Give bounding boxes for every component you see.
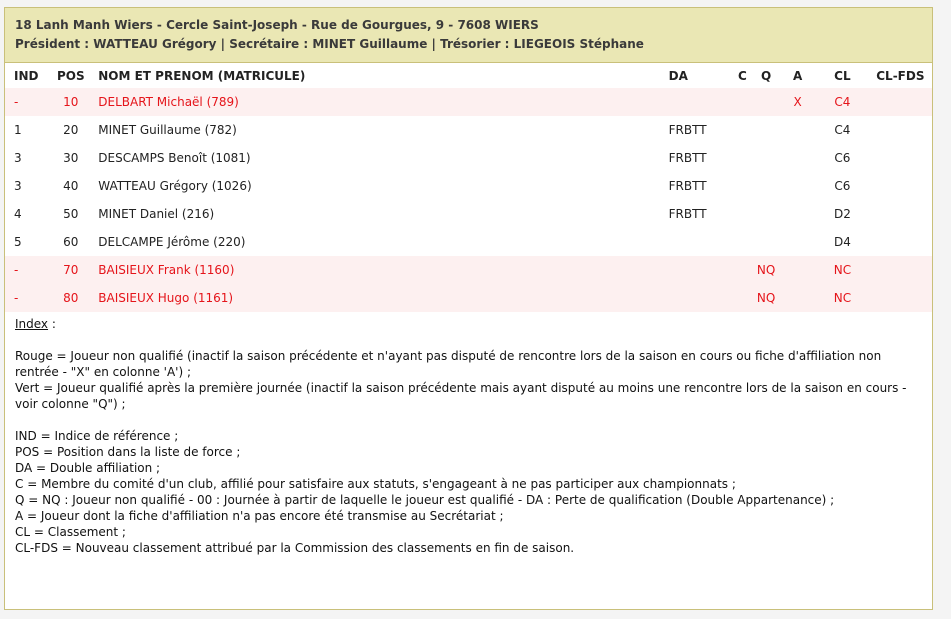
- cell-pos: 50: [63, 207, 79, 221]
- cell-nom: DESCAMPS Benoît (1081): [98, 151, 251, 165]
- cell-da: [669, 88, 732, 116]
- legend-c: C = Membre du comité d'un club, affilié pour satisfaire aux statuts, s'engageant à ne pas participer aux championnats ;: [15, 477, 736, 491]
- cell-nom: MINET Guillaume (782): [98, 123, 237, 137]
- legend-a: A = Joueur dont la fiche d'affiliation n'a pas encore été transmise au Secrétariat ;: [15, 509, 504, 523]
- index-title: Index: [15, 317, 49, 331]
- cell-q: [753, 228, 779, 256]
- cell-a: [779, 116, 816, 144]
- cell-ind: 3: [14, 151, 22, 165]
- cell-cl: NC: [816, 284, 869, 312]
- col-header-ind: IND: [14, 68, 39, 83]
- cell-ind: 5: [14, 235, 22, 249]
- col-header-q: Q: [760, 68, 772, 83]
- cell-c: [732, 284, 753, 312]
- legend-pos: POS = Position dans la liste de force ;: [15, 445, 241, 459]
- cell-ind: -: [5, 284, 52, 312]
- cell-a: [779, 200, 816, 228]
- cell-q: [753, 144, 779, 172]
- cell-nom: BAISIEUX Frank (1160): [89, 256, 668, 284]
- cell-c: [732, 144, 753, 172]
- cell-pos: 20: [63, 123, 79, 137]
- cell-c: [732, 88, 753, 116]
- table-row: [5, 228, 932, 256]
- spacer: [15, 412, 922, 428]
- cell-cl-fds: [869, 256, 932, 284]
- col-header-da: DA: [668, 68, 688, 83]
- cell-q: NQ: [753, 284, 779, 312]
- cell-pos: 10: [52, 88, 89, 116]
- cell-da: [669, 284, 732, 312]
- cell-c: [732, 200, 753, 228]
- club-header: [5, 8, 932, 63]
- cell-pos: 30: [63, 151, 79, 165]
- cell-ind: 3: [14, 179, 22, 193]
- cell-cl: NC: [816, 256, 869, 284]
- col-header-c: C: [737, 68, 747, 83]
- cell-a: [779, 256, 816, 284]
- legend-cl: CL = Classement ;: [15, 525, 126, 539]
- cell-da: [669, 256, 732, 284]
- cell-cl: D4: [833, 235, 851, 249]
- club-panel: [4, 7, 933, 610]
- col-header-cl: CL: [834, 68, 851, 83]
- cell-pos: 80: [52, 284, 89, 312]
- cell-a: [779, 228, 816, 256]
- cell-cl-fds: [869, 172, 932, 200]
- col-header-pos: POS: [57, 68, 85, 83]
- table-row: [5, 88, 932, 116]
- cell-q: [753, 116, 779, 144]
- cell-da: FRBTT: [668, 123, 707, 137]
- legend-q: Q = NQ : Joueur non qualifié - 00 : Journée à partir de laquelle le joueur est qualifié - DA : Perte de qualification (Double Appartenance) ;: [15, 493, 835, 507]
- cell-cl: C6: [834, 179, 851, 193]
- cell-da: FRBTT: [668, 179, 707, 193]
- legend-da: DA = Double affiliation ;: [15, 461, 161, 475]
- table-header-row: [5, 63, 932, 88]
- cell-a: [779, 172, 816, 200]
- cell-nom: DELBART Michaël (789): [89, 88, 668, 116]
- cell-pos: 60: [63, 235, 79, 249]
- spacer: [15, 332, 922, 348]
- cell-da: FRBTT: [668, 151, 707, 165]
- cell-da: [669, 228, 732, 256]
- table-row: [5, 144, 932, 172]
- col-header-nom: NOM ET PRENOM (MATRICULE): [98, 68, 306, 83]
- cell-ind: -: [5, 256, 52, 284]
- table-row: [5, 284, 932, 312]
- cell-pos: 70: [52, 256, 89, 284]
- cell-cl-fds: [869, 88, 932, 116]
- players-table: [5, 63, 932, 312]
- cell-da: FRBTT: [668, 207, 707, 221]
- cell-cl-fds: [869, 200, 932, 228]
- cell-q: [753, 172, 779, 200]
- cell-nom: WATTEAU Grégory (1026): [98, 179, 252, 193]
- cell-cl: C4: [816, 88, 869, 116]
- cell-cl-fds: [869, 144, 932, 172]
- cell-q: [753, 88, 779, 116]
- index-heading: [15, 316, 922, 332]
- cell-ind: -: [5, 88, 52, 116]
- cell-cl: D2: [833, 207, 851, 221]
- index-legend: [5, 312, 932, 556]
- table-row: [5, 256, 932, 284]
- cell-cl: C4: [834, 123, 851, 137]
- legend-cl-fds: CL-FDS = Nouveau classement attribué par la Commission des classements en fin de saison.: [15, 541, 575, 555]
- cell-c: [732, 256, 753, 284]
- cell-cl: C6: [834, 151, 851, 165]
- cell-c: [732, 228, 753, 256]
- cell-a: X: [779, 88, 816, 116]
- cell-cl-fds: [869, 116, 932, 144]
- index-title-suffix: :: [48, 317, 56, 331]
- table-row: [5, 172, 932, 200]
- cell-cl-fds: [869, 284, 932, 312]
- cell-c: [732, 172, 753, 200]
- table-row: [5, 116, 932, 144]
- club-address: 18 Lanh Manh Wiers - Cercle Saint-Joseph - Rue de Gourgues, 9 - 7608 WIERS: [15, 18, 539, 32]
- legend-ind: IND = Indice de référence ;: [15, 429, 179, 443]
- cell-ind: 1: [14, 123, 22, 137]
- cell-cl-fds: [869, 228, 932, 256]
- cell-nom: DELCAMPE Jérôme (220): [98, 235, 246, 249]
- legend-rouge: Rouge = Joueur non qualifié (inactif la saison précédente et n'ayant pas disputé de rencontre lors de la saison en cours ou fiche d'affiliation non rentrée - "X" en colonne 'A') ;: [15, 349, 882, 379]
- cell-nom: MINET Daniel (216): [98, 207, 215, 221]
- cell-c: [732, 116, 753, 144]
- cell-nom: BAISIEUX Hugo (1161): [89, 284, 668, 312]
- legend-vert: Vert = Joueur qualifié après la première journée (inactif la saison précédente mais ayant disputé au moins une rencontre lors de la saison en cours - voir colonne "Q") ;: [15, 381, 907, 411]
- col-header-cl-fds: CL-FDS: [876, 68, 925, 83]
- cell-ind: 4: [14, 207, 22, 221]
- club-officers: Président : WATTEAU Grégory | Secrétaire : MINET Guillaume | Trésorier : LIEGEOIS Stéphane: [15, 37, 644, 51]
- col-header-a: A: [793, 68, 803, 83]
- table-row: [5, 200, 932, 228]
- cell-pos: 40: [63, 179, 79, 193]
- cell-a: [779, 284, 816, 312]
- cell-a: [779, 144, 816, 172]
- cell-q: NQ: [753, 256, 779, 284]
- cell-q: [753, 200, 779, 228]
